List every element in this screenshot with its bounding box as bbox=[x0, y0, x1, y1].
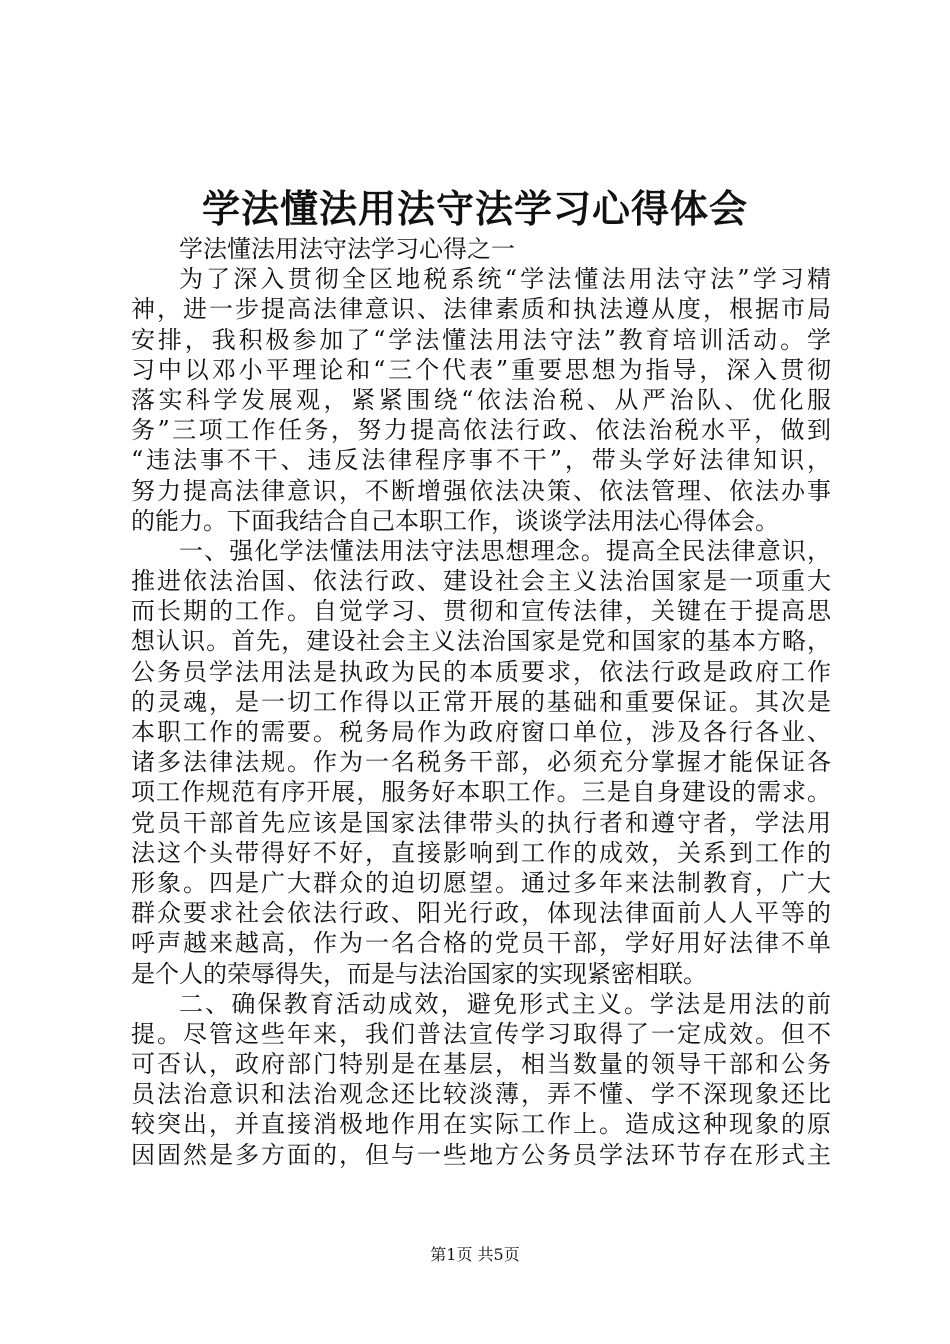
paragraph bbox=[131, 989, 831, 1170]
paragraph-line: 可否认，政府部门特别是在基层，相当数量的领导干部和公务 bbox=[131, 1050, 831, 1079]
paragraph-line: 神，进一步提高法律意识、法律素质和执法遵从度，根据市局 bbox=[131, 295, 831, 324]
page-footer: 第1页 共5页 bbox=[430, 1245, 520, 1264]
paragraph-line: 努力提高法律意识，不断增强依法决策、依法管理、依法办事 bbox=[131, 476, 831, 505]
paragraph bbox=[131, 536, 831, 989]
paragraph-line: 二、确保教育活动成效，避免形式主义。学法是用法的前 bbox=[179, 989, 831, 1018]
paragraph-line: 项工作规范有序开展，服务好本职工作。三是自身建设的需求。 bbox=[131, 778, 831, 807]
paragraph-line: 呼声越来越高，作为一名合格的党员干部，学好用好法律不单 bbox=[131, 929, 831, 958]
paragraph-line: 形象。四是广大群众的迫切愿望。通过多年来法制教育，广大 bbox=[131, 868, 831, 897]
paragraph-line: 推进依法治国、依法行政、建设社会主义法治国家是一项重大 bbox=[131, 567, 831, 596]
paragraph-line: 党员干部首先应该是国家法律带头的执行者和遵守者，学法用 bbox=[131, 808, 831, 837]
document-title: 学法懂法用法守法学习心得体会 bbox=[201, 186, 748, 231]
paragraph-line: 习中以邓小平理论和“三个代表”重要思想为指导，深入贯彻 bbox=[131, 355, 831, 384]
paragraph-line: 安排，我积极参加了“学法懂法用法守法”教育培训活动。学 bbox=[131, 325, 831, 354]
paragraph-line: “违法事不干、违反法律程序事不干”，带头学好法律知识， bbox=[131, 446, 831, 475]
document-subtitle: 学法懂法用法守法学习心得之一 bbox=[179, 235, 515, 263]
paragraph-line: 法这个头带得好不好，直接影响到工作的成效，关系到工作的 bbox=[131, 838, 831, 867]
paragraph-line: 较突出，并直接消极地作用在实际工作上。造成这种现象的原 bbox=[131, 1110, 831, 1139]
paragraph-line: 公务员学法用法是执政为民的本质要求，依法行政是政府工作 bbox=[131, 657, 831, 686]
paragraph-line: 员法治意识和法治观念还比较淡薄，弄不懂、学不深现象还比 bbox=[131, 1080, 831, 1109]
paragraph-line: 群众要求社会依法行政、阳光行政，体现法律面前人人平等的 bbox=[131, 899, 831, 928]
paragraph-line: 因固然是多方面的，但与一些地方公务员学法环节存在形式主 bbox=[131, 1140, 831, 1169]
paragraph-line: 为了深入贯彻全区地税系统“学法懂法用法守法”学习精 bbox=[179, 265, 831, 294]
paragraph-line: 本职工作的需要。税务局作为政府窗口单位，涉及各行各业、 bbox=[131, 718, 831, 746]
paragraph-line: 想认识。首先，建设社会主义法治国家是党和国家的基本方略， bbox=[131, 627, 831, 656]
paragraph-line: 落实科学发展观，紧紧围绕“依法治税、从严治队、优化服 bbox=[131, 385, 831, 414]
paragraph-line: 的能力。下面我结合自己本职工作，谈谈学法用法心得体会。 bbox=[131, 506, 779, 535]
paragraph-line: 提。尽管这些年来，我们普法宣传学习取得了一定成效。但不 bbox=[131, 1019, 831, 1048]
paragraph-line: 诸多法律法规。作为一名税务干部，必须充分掌握才能保证各 bbox=[131, 748, 831, 777]
paragraph-line: 一、强化学法懂法用法守法思想理念。提高全民法律意识， bbox=[179, 536, 831, 565]
paragraph-line: 是个人的荣辱得失，而是与法治国家的实现紧密相联。 bbox=[131, 959, 707, 988]
paragraph-container bbox=[131, 264, 831, 1170]
paragraph-line: 而长期的工作。自觉学习、贯彻和宣传法律，关键在于提高思 bbox=[131, 597, 831, 626]
paragraph-line: 的灵魂，是一切工作得以正常开展的基础和重要保证。其次是 bbox=[131, 687, 831, 716]
document-body bbox=[131, 234, 831, 1170]
paragraph bbox=[131, 264, 831, 536]
paragraph-line: 务”三项工作任务，努力提高依法行政、依法治税水平，做到 bbox=[131, 416, 831, 445]
